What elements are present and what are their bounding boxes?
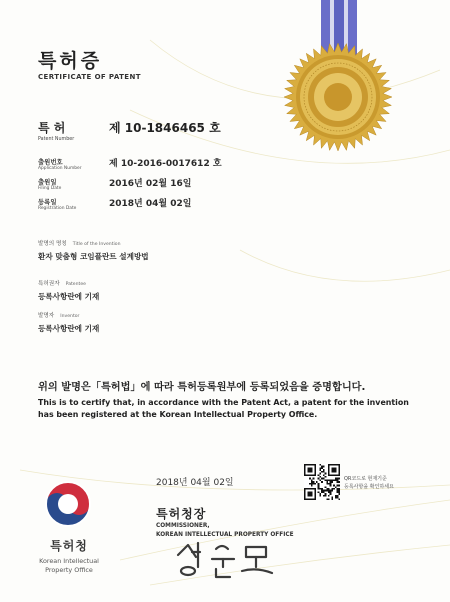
registration-date-label: 등록일 [38,198,57,206]
certificate-subtitle: CERTIFICATE OF PATENT [38,73,141,81]
issue-date: 2018년 04월 02일 [156,478,234,488]
invention-title-label-en: Title of the Invention [72,242,121,247]
patent-number-label-en: Patent Number [38,137,75,142]
inventor-label-kr: 발명자 [38,313,55,319]
gold-seal-icon [283,42,393,152]
invention-title-label [38,239,121,247]
certification-statement-kr: 위의 발명은「특허법」에 따라 특허등록원부에 등록되었음을 증명합니다. [38,382,366,393]
office-name-en-line2: Property Office [45,566,93,574]
registration-date-label-en: Registration Date [38,206,77,211]
inventor-label-en: Inventor [60,314,80,319]
patent-number-value: 제 10-1846465 호 [109,121,221,135]
qr-code-icon[interactable] [304,464,340,500]
application-number-label-en: Application Number [38,166,82,171]
filing-date-label: 출원일 [38,178,57,186]
inventor-label [38,311,79,319]
patent-number-label: 특 허 [38,121,66,135]
commissioner-signature [170,537,280,581]
office-name-en-line1: Korean Intellectual [39,557,99,565]
commissioner-title-en-line1: COMMISSIONER, [156,523,210,529]
qr-note-line2: 등록사항을 확인하세요 [344,484,394,490]
certificate-title: 특허증 [38,50,103,72]
office-name-kr: 특허청 [50,539,88,553]
patentee-value: 등록사항란에 기재 [38,292,100,301]
filing-date-value: 2016년 02월 16일 [109,179,192,189]
inventor-value: 등록사항란에 기재 [38,324,100,333]
certification-statement-en: This is to certify that, in accordance with the Patent Act, a patent for the invention has been registered at the Korean Intellectual Property Office. [38,398,409,419]
filing-date-label-en: Filing Date [38,186,62,191]
taegeuk-emblem-icon [42,478,94,530]
commissioner-title-en-line2: KOREAN INTELLECTUAL PROPERTY OFFICE [156,532,294,538]
application-number-value: 제 10-2016-0017612 호 [109,159,222,169]
registration-date-value: 2018년 04월 02일 [109,199,192,209]
patentee-label-kr: 특허권자 [38,281,60,287]
application-number-label: 출원번호 [38,158,63,166]
qr-note-line1: QR코드로 현재기준 [344,476,387,482]
qr-note [344,475,394,491]
invention-title-value: 환자 맞춤형 코임플란트 설계방법 [38,252,149,261]
invention-title-label-kr: 발명의 명칭 [38,241,67,247]
patentee-label [38,279,86,287]
commissioner-title-kr: 특허청장 [156,507,207,521]
patentee-label-en: Patentee [65,282,86,287]
